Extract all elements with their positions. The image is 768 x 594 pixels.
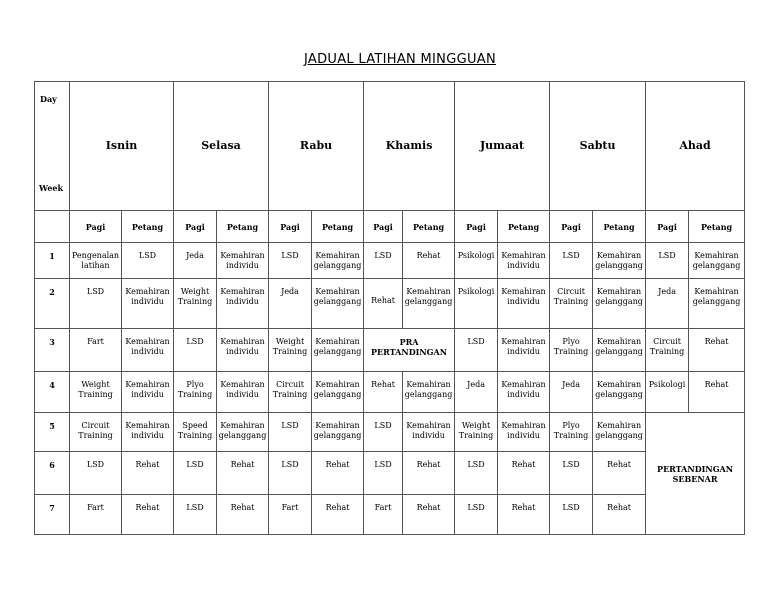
subheader-blank bbox=[35, 211, 70, 243]
table-row bbox=[35, 413, 745, 452]
table-cell: LSD bbox=[550, 495, 593, 535]
table-cell: Circuit Training bbox=[70, 413, 122, 452]
table-cell: Weight Training bbox=[174, 279, 217, 329]
table-cell: LSD bbox=[364, 452, 403, 495]
table-cell: Circuit Training bbox=[646, 329, 689, 372]
table-cell: Rehat bbox=[312, 495, 364, 535]
table-cell: Kemahiran gelanggang bbox=[593, 243, 646, 279]
schedule-table bbox=[34, 81, 745, 535]
week-number: 2 bbox=[35, 279, 70, 329]
table-cell: Circuit Training bbox=[269, 372, 312, 413]
table-cell: Rehat bbox=[498, 452, 550, 495]
subheader-petang: Petang bbox=[498, 211, 550, 243]
table-cell: Kemahiran gelanggang bbox=[403, 279, 455, 329]
day-header-ahad: Ahad bbox=[646, 82, 745, 211]
table-cell: LSD bbox=[269, 413, 312, 452]
day-header-khamis: Khamis bbox=[364, 82, 455, 211]
table-cell: Fart bbox=[269, 495, 312, 535]
table-cell: Kemahiran individu bbox=[498, 372, 550, 413]
table-cell: Psikologi bbox=[646, 372, 689, 413]
pertandingan-sebenar-cell: PERTANDINGAN SEBENAR bbox=[646, 413, 745, 535]
table-cell: Weight Training bbox=[70, 372, 122, 413]
table-row bbox=[35, 243, 745, 279]
table-cell: Kemahiran gelanggang bbox=[403, 372, 455, 413]
week-number: 5 bbox=[35, 413, 70, 452]
table-cell: LSD bbox=[364, 413, 403, 452]
subheader-pagi: Pagi bbox=[550, 211, 593, 243]
table-cell: Rehat bbox=[403, 495, 455, 535]
pra-pertandingan-cell: PRA PERTANDINGAN bbox=[364, 329, 455, 372]
subheader-petang: Petang bbox=[689, 211, 745, 243]
table-cell: Fart bbox=[364, 495, 403, 535]
table-cell: Kemahiran gelanggang bbox=[593, 372, 646, 413]
table-cell: Kemahiran individu bbox=[498, 329, 550, 372]
table-cell: Kemahiran gelanggang bbox=[593, 329, 646, 372]
subheader-pagi: Pagi bbox=[174, 211, 217, 243]
table-cell: Rehat bbox=[403, 452, 455, 495]
table-cell: Rehat bbox=[312, 452, 364, 495]
table-cell: Kemahiran gelanggang bbox=[312, 243, 364, 279]
table-cell: Rehat bbox=[122, 495, 174, 535]
table-cell: Jeda bbox=[646, 279, 689, 329]
week-number: 1 bbox=[35, 243, 70, 279]
table-cell: LSD bbox=[70, 452, 122, 495]
table-row bbox=[35, 452, 745, 495]
table-cell: Psikologi bbox=[455, 243, 498, 279]
table-cell: Kemahiran individu bbox=[217, 372, 269, 413]
table-cell: Plyo Training bbox=[174, 372, 217, 413]
table-cell: Rehat bbox=[689, 329, 745, 372]
week-label: Week bbox=[39, 183, 64, 193]
table-cell: LSD bbox=[174, 452, 217, 495]
table-cell: LSD bbox=[455, 495, 498, 535]
table-cell: Kemahiran gelanggang bbox=[312, 372, 364, 413]
table-cell: Weight Training bbox=[269, 329, 312, 372]
day-header-isnin: Isnin bbox=[70, 82, 174, 211]
table-cell: Jeda bbox=[550, 372, 593, 413]
corner-cell bbox=[35, 82, 70, 211]
page-title: JADUAL LATIHAN MINGGUAN bbox=[304, 52, 496, 67]
table-cell: Kemahiran individu bbox=[498, 243, 550, 279]
table-cell: Kemahiran gelanggang bbox=[217, 413, 269, 452]
table-cell: Kemahiran individu bbox=[217, 243, 269, 279]
table-cell: Pengenalan latihan bbox=[70, 243, 122, 279]
day-header-selasa: Selasa bbox=[174, 82, 269, 211]
subheader-pagi: Pagi bbox=[269, 211, 312, 243]
table-cell: Kemahiran individu bbox=[498, 279, 550, 329]
table-cell: Kemahiran individu bbox=[217, 279, 269, 329]
table-cell: LSD bbox=[269, 452, 312, 495]
table-cell: Fart bbox=[70, 495, 122, 535]
table-cell: LSD bbox=[455, 452, 498, 495]
day-header-rabu: Rabu bbox=[269, 82, 364, 211]
day-label: Day bbox=[40, 94, 57, 104]
table-cell: Kemahiran individu bbox=[498, 413, 550, 452]
subheader-petang: Petang bbox=[593, 211, 646, 243]
table-cell: Kemahiran individu bbox=[122, 372, 174, 413]
subheader-petang: Petang bbox=[403, 211, 455, 243]
table-cell: LSD bbox=[269, 243, 312, 279]
week-number: 6 bbox=[35, 452, 70, 495]
week-number: 3 bbox=[35, 329, 70, 372]
table-cell: Kemahiran gelanggang bbox=[312, 279, 364, 329]
table-cell: LSD bbox=[70, 279, 122, 329]
table-cell: Rehat bbox=[593, 495, 646, 535]
table-cell: Kemahiran gelanggang bbox=[312, 413, 364, 452]
table-cell: Kemahiran individu bbox=[217, 329, 269, 372]
table-cell: Kemahiran individu bbox=[122, 413, 174, 452]
subheader-pagi: Pagi bbox=[455, 211, 498, 243]
table-cell: LSD bbox=[550, 243, 593, 279]
table-cell: Speed Training bbox=[174, 413, 217, 452]
table-cell: LSD bbox=[550, 452, 593, 495]
subheader-pagi: Pagi bbox=[70, 211, 122, 243]
table-cell: Weight Training bbox=[455, 413, 498, 452]
table-cell: Plyo Training bbox=[550, 329, 593, 372]
day-header-jumaat: Jumaat bbox=[455, 82, 550, 211]
table-cell: Rehat bbox=[498, 495, 550, 535]
table-cell: Kemahiran individu bbox=[122, 329, 174, 372]
subheader-pagi: Pagi bbox=[364, 211, 403, 243]
subheader-petang: Petang bbox=[312, 211, 364, 243]
table-cell: Kemahiran gelanggang bbox=[593, 413, 646, 452]
table-cell: Rehat bbox=[122, 452, 174, 495]
table-cell: Rehat bbox=[364, 372, 403, 413]
table-cell: Jeda bbox=[455, 372, 498, 413]
table-cell: Rehat bbox=[364, 279, 403, 329]
day-header-sabtu: Sabtu bbox=[550, 82, 646, 211]
table-cell: Fart bbox=[70, 329, 122, 372]
table-cell: Kemahiran gelanggang bbox=[689, 243, 745, 279]
table-cell: Rehat bbox=[593, 452, 646, 495]
table-cell: Rehat bbox=[689, 372, 745, 413]
table-cell: Psikologi bbox=[455, 279, 498, 329]
table-cell: LSD bbox=[646, 243, 689, 279]
table-cell: LSD bbox=[455, 329, 498, 372]
week-number: 4 bbox=[35, 372, 70, 413]
table-row bbox=[35, 495, 745, 535]
table-cell: LSD bbox=[122, 243, 174, 279]
table-cell: Plyo Training bbox=[550, 413, 593, 452]
table-row bbox=[35, 279, 745, 329]
table-cell: Kemahiran gelanggang bbox=[593, 279, 646, 329]
table-cell: Kemahiran gelanggang bbox=[689, 279, 745, 329]
table-cell: Rehat bbox=[403, 243, 455, 279]
subheader-pagi: Pagi bbox=[646, 211, 689, 243]
table-cell: LSD bbox=[364, 243, 403, 279]
subheader-petang: Petang bbox=[122, 211, 174, 243]
table-cell: Jeda bbox=[269, 279, 312, 329]
week-number: 7 bbox=[35, 495, 70, 535]
table-cell: Rehat bbox=[217, 452, 269, 495]
table-row bbox=[35, 372, 745, 413]
table-row bbox=[35, 329, 745, 372]
table-cell: Circuit Training bbox=[550, 279, 593, 329]
table-cell: LSD bbox=[174, 329, 217, 372]
table-cell: Kemahiran individu bbox=[403, 413, 455, 452]
table-cell: Jeda bbox=[174, 243, 217, 279]
table-cell: Rehat bbox=[217, 495, 269, 535]
subheader-petang: Petang bbox=[217, 211, 269, 243]
table-cell: LSD bbox=[174, 495, 217, 535]
table-cell: Kemahiran gelanggang bbox=[312, 329, 364, 372]
table-cell: Kemahiran individu bbox=[122, 279, 174, 329]
